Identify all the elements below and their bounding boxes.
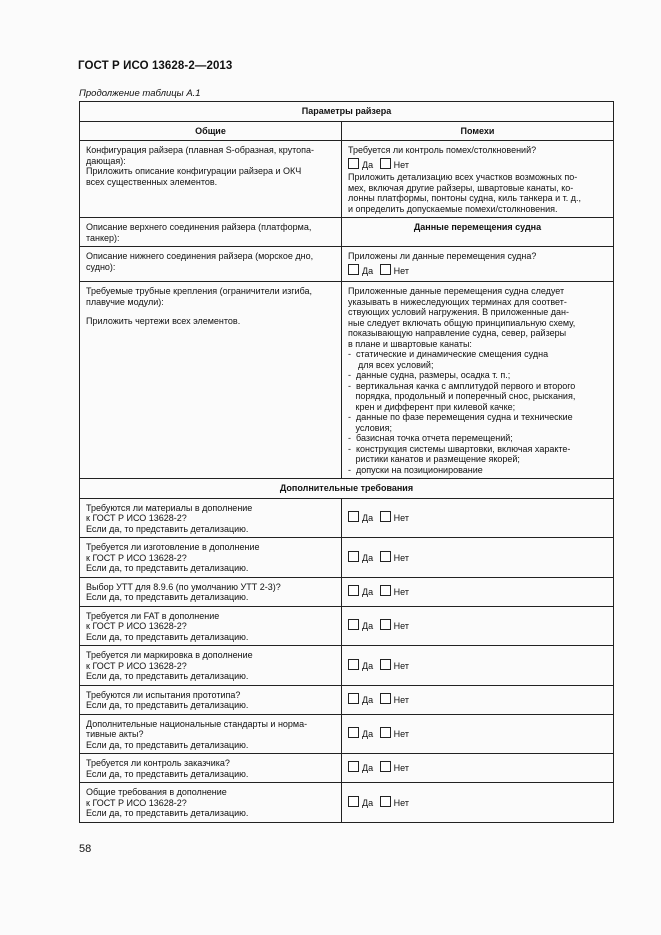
yes-no-choice <box>348 585 607 598</box>
list-item: - данные судна, размеры, осадка т. п.; <box>348 370 511 380</box>
yes-no-choice <box>348 264 607 277</box>
no-checkbox[interactable] <box>380 511 391 522</box>
requirement-question <box>80 646 342 686</box>
text-line: Приложить детализацию всех участков возможных по- <box>348 172 578 182</box>
yes-label: Да <box>362 513 374 523</box>
yes-checkbox[interactable] <box>348 158 359 169</box>
no-label: Нет <box>393 694 409 705</box>
text-line: показывающую направление судна, север, райзеры <box>348 328 567 338</box>
text-line: Приложенные данные перемещения судна следует <box>348 286 565 296</box>
question-text: Приложены ли данные перемещения судна? <box>348 251 537 261</box>
no-label: Нет <box>393 552 409 563</box>
table-row <box>80 538 614 578</box>
requirement-question <box>80 538 342 578</box>
text-line: к ГОСТ Р ИСО 13628-2? <box>86 660 187 671</box>
text-line: Требуются ли испытания прототипа? <box>86 689 241 700</box>
table-caption: Продолжение таблицы А.1 <box>79 88 201 99</box>
yes-label: Да <box>362 660 374 671</box>
yes-checkbox[interactable] <box>348 551 359 562</box>
additional-requirements-title: Дополнительные требования <box>80 479 614 499</box>
list-item: - базисная точка отчета перемещений; <box>348 433 513 443</box>
text-line: Приложить описание конфигурации райзера и ОКЧ <box>86 166 302 176</box>
no-checkbox[interactable] <box>380 659 391 670</box>
text-line: лонны платформы, понтоны судна, киль танкера и т. д., <box>348 193 582 203</box>
table-row <box>80 606 614 646</box>
yes-no-choice <box>348 796 607 809</box>
no-checkbox[interactable] <box>380 796 391 807</box>
text-line: к ГОСТ Р ИСО 13628-2? <box>86 513 187 523</box>
yes-label: Да <box>362 763 374 774</box>
text-line: Если да, то представить детализацию. <box>86 739 249 750</box>
text-line: судно): <box>86 261 116 272</box>
list-item: - конструкция системы швартовки, включая характе- <box>348 443 571 454</box>
requirement-answer <box>342 606 614 646</box>
table-row <box>80 577 614 606</box>
no-checkbox[interactable] <box>380 693 391 704</box>
question-text: Требуется ли контроль помех/столкновений? <box>348 145 537 155</box>
text-line: Требуется ли маркировка в дополнение <box>86 650 253 660</box>
yes-checkbox[interactable] <box>348 619 359 630</box>
page-number: 58 <box>79 843 92 855</box>
text-line: Если да, то представить детализацию. <box>86 592 249 602</box>
no-checkbox[interactable] <box>380 585 391 596</box>
text-line: Выбор УТТ для 8.9.6 (по умолчанию УТТ 2-3)? <box>86 581 281 592</box>
text-line: Если да, то представить детализацию. <box>86 631 249 642</box>
no-label: Нет <box>393 265 409 276</box>
pipe-attachments-cell <box>80 282 342 479</box>
yes-label: Да <box>362 586 374 597</box>
no-label: Нет <box>393 586 409 597</box>
text-line: Требуется ли FAT в дополнение <box>86 610 220 621</box>
yes-no-choice <box>348 619 607 632</box>
text-line: тивные акты? <box>86 729 144 739</box>
column-header-interference: Помехи <box>342 121 614 141</box>
yes-checkbox[interactable] <box>348 585 359 596</box>
no-label: Нет <box>393 729 409 739</box>
text-line: в плане и швартовые канаты: <box>348 338 472 349</box>
no-label: Нет <box>393 797 409 808</box>
yes-label: Да <box>362 552 374 563</box>
list-item: - вертикальная качка с амплитудой первого и второго <box>348 380 576 391</box>
requirement-answer <box>342 754 614 783</box>
text-line: Приложить чертежи всех элементов. <box>86 316 241 326</box>
table-row <box>80 498 614 538</box>
text-line: к ГОСТ Р ИСО 13628-2? <box>86 797 187 808</box>
text-line: и определить допускаемые помехи/столкновения. <box>348 203 558 214</box>
yes-checkbox[interactable] <box>348 659 359 670</box>
requirement-answer <box>342 646 614 686</box>
yes-label: Да <box>362 159 374 170</box>
requirement-question <box>80 685 342 714</box>
list-item: ристики канатов и размещение якорей; <box>348 454 520 464</box>
list-item: порядка, продольный и поперечный снос, рыскания, <box>348 391 576 401</box>
vessel-motion-question-cell <box>342 247 614 282</box>
yes-no-choice <box>348 158 607 171</box>
requirement-question <box>80 783 342 823</box>
table-row <box>80 141 614 218</box>
no-checkbox[interactable] <box>380 551 391 562</box>
requirement-question <box>80 606 342 646</box>
requirement-answer <box>342 538 614 578</box>
text-line: плавучие модули): <box>86 296 164 307</box>
requirement-answer <box>342 498 614 538</box>
no-checkbox[interactable] <box>380 761 391 772</box>
list-item: - допуски на позиционирование <box>348 464 483 475</box>
table-row <box>80 218 614 247</box>
yes-checkbox[interactable] <box>348 761 359 772</box>
text-line: Описание верхнего соединения райзера (платформа, <box>86 222 312 232</box>
text-line: мех, включая другие райзеры, швартовые канаты, ко- <box>348 182 574 193</box>
vessel-motion-heading: Данные перемещения судна <box>342 218 614 247</box>
table-row <box>80 714 614 754</box>
text-line: Общие требования в дополнение <box>86 787 227 797</box>
column-header-general: Общие <box>80 121 342 141</box>
yes-label: Да <box>362 694 374 705</box>
yes-checkbox[interactable] <box>348 511 359 522</box>
text-line: всех существенных элементов. <box>86 176 218 187</box>
requirement-question <box>80 754 342 783</box>
riser-parameters-table <box>79 101 614 823</box>
text-line: Дополнительные национальные стандарты и норма- <box>86 718 308 729</box>
list-item: для всех условий; <box>348 359 434 370</box>
text-line: ствующих условий нагружения. В приложенные дан- <box>348 307 569 317</box>
text-line: дающая): <box>86 155 126 166</box>
yes-no-choice <box>348 511 607 524</box>
requirement-question <box>80 714 342 754</box>
no-label: Нет <box>393 621 409 631</box>
table-row <box>80 783 614 823</box>
text-line: Если да, то представить детализацию. <box>86 808 249 818</box>
text-line: Описание нижнего соединения райзера (морское дно, <box>86 251 314 261</box>
interference-control-cell <box>342 141 614 218</box>
text-line: Требуется ли контроль заказчика? <box>86 758 230 768</box>
no-label: Нет <box>393 763 409 774</box>
table-row <box>80 646 614 686</box>
yes-no-choice <box>348 659 607 672</box>
list-item: - данные по фазе перемещения судна и технические <box>348 412 573 422</box>
requirement-answer <box>342 714 614 754</box>
text-line: Если да, то представить детализацию. <box>86 768 249 779</box>
no-checkbox[interactable] <box>380 264 391 275</box>
document-header: ГОСТ Р ИСО 13628-2—2013 <box>78 60 233 72</box>
text-line: к ГОСТ Р ИСО 13628-2? <box>86 621 187 631</box>
table-row <box>80 247 614 282</box>
no-checkbox[interactable] <box>380 619 391 630</box>
yes-label: Да <box>362 265 374 276</box>
no-label: Нет <box>393 159 409 170</box>
yes-checkbox[interactable] <box>348 727 359 738</box>
text-line: Конфигурация райзера (плавная S-образная, крутопа- <box>86 145 315 155</box>
section-title: Параметры райзера <box>80 102 614 122</box>
text-line: Если да, то представить детализацию. <box>86 523 249 534</box>
yes-no-choice <box>348 727 607 740</box>
list-item: - статические и динамические смещения судна <box>348 349 549 359</box>
text-line: Если да, то представить детализацию. <box>86 563 249 573</box>
vessel-motion-data-cell <box>342 282 614 479</box>
top-connection-cell <box>80 218 342 247</box>
yes-checkbox[interactable] <box>348 796 359 807</box>
list-item: крен и дифферент при килевой качке; <box>348 401 516 412</box>
yes-checkbox[interactable] <box>348 693 359 704</box>
text-line: ные следует включать общую принципиальную схему, <box>348 317 576 328</box>
table-row <box>80 685 614 714</box>
text-line: Если да, то представить детализацию. <box>86 700 249 710</box>
yes-no-choice <box>348 693 607 706</box>
yes-label: Да <box>362 621 374 631</box>
bottom-connection-cell <box>80 247 342 282</box>
requirement-answer <box>342 783 614 823</box>
requirement-question <box>80 577 342 606</box>
text-line: Требуется ли изготовление в дополнение <box>86 542 260 552</box>
yes-no-choice <box>348 551 607 564</box>
table-row <box>80 282 614 479</box>
text-line: Требуемые трубные крепления (ограничители изгиба, <box>86 286 313 296</box>
requirement-answer <box>342 577 614 606</box>
list-item: условия; <box>348 422 392 433</box>
yes-label: Да <box>362 797 374 808</box>
text-line: Если да, то представить детализацию. <box>86 671 249 681</box>
text-line: указывать в нижеследующих терминах для соответ- <box>348 296 567 307</box>
text-line: к ГОСТ Р ИСО 13628-2? <box>86 552 187 563</box>
text-line: танкер): <box>86 232 120 243</box>
yes-no-choice <box>348 761 607 774</box>
requirement-answer <box>342 685 614 714</box>
no-label: Нет <box>393 513 409 523</box>
yes-checkbox[interactable] <box>348 264 359 275</box>
no-checkbox[interactable] <box>380 727 391 738</box>
no-label: Нет <box>393 660 409 671</box>
requirement-question <box>80 498 342 538</box>
text-line: Требуются ли материалы в дополнение <box>86 502 253 513</box>
yes-label: Да <box>362 729 374 739</box>
riser-configuration-cell <box>80 141 342 218</box>
no-checkbox[interactable] <box>380 158 391 169</box>
table-row <box>80 754 614 783</box>
